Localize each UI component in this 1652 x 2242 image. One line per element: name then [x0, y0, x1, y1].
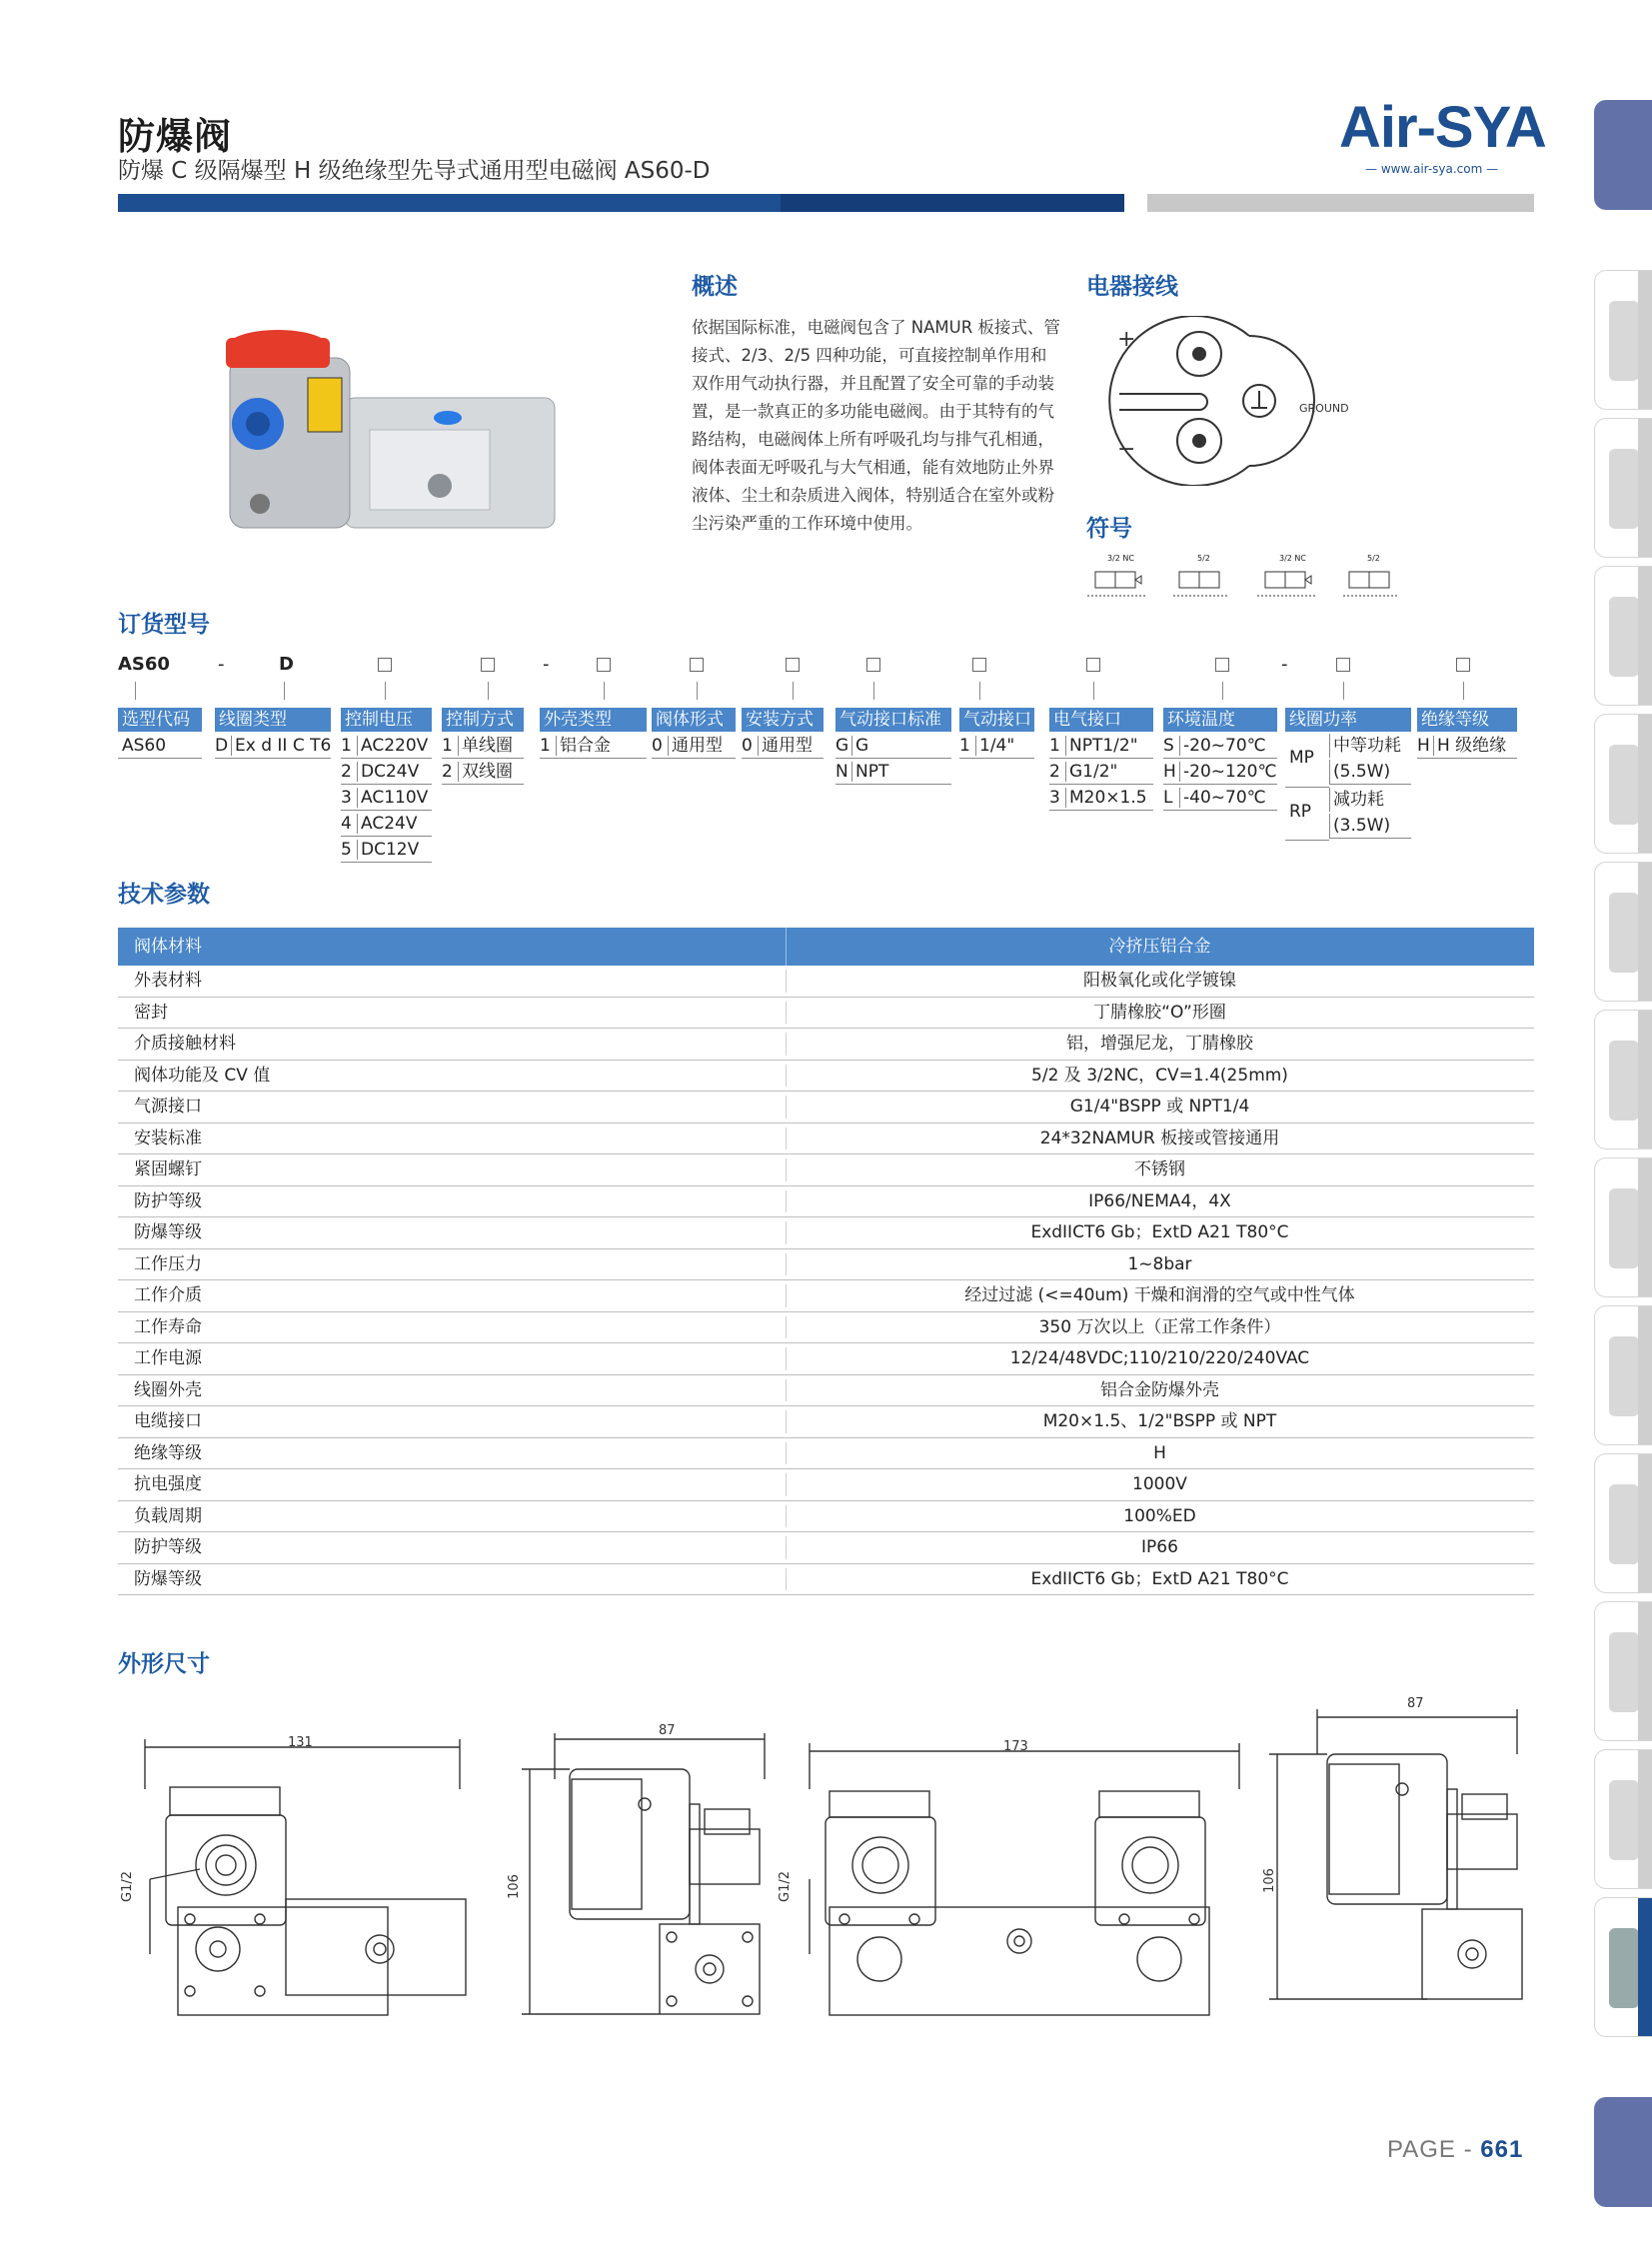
tech-table-row	[118, 1123, 1534, 1155]
tech-param-name: 绝缘等级	[134, 1442, 202, 1463]
order-cell: L -40~70℃	[1163, 786, 1277, 811]
wiring-diagram	[1099, 316, 1349, 486]
tech-param-value: 铝，增强尼龙，丁腈橡胶	[1066, 1034, 1253, 1054]
silencer-icon	[1609, 1780, 1639, 1860]
page-subtitle: 防爆 C 级隔爆型 H 级绝缘型先导式通用型电磁阀 AS60-D	[118, 158, 711, 184]
tech-param-value: 阳极氧化或化学镀镍	[1083, 971, 1236, 991]
code-prefix: AS60	[118, 654, 170, 675]
tech-table-row	[118, 1186, 1534, 1218]
order-cell: D Ex d II C T6	[215, 734, 331, 759]
order-cell: 减功耗	[1329, 788, 1411, 812]
order-cell: S -20~70℃	[1163, 734, 1277, 759]
order-cell: AS60	[118, 734, 202, 759]
side-tab-explosion-proof[interactable]	[1594, 1897, 1652, 2037]
side-tab-actuator[interactable]	[1594, 1010, 1652, 1149]
tech-table-row	[118, 1343, 1534, 1375]
tech-param-value: ExdIICT6 Gb；ExtD A21 T80°C	[1030, 1568, 1289, 1589]
order-cell: 1 1/4"	[959, 734, 1034, 759]
header-bar-dark	[781, 194, 1124, 212]
filter-icon	[1609, 301, 1639, 381]
dim-width-131: 131	[288, 1735, 313, 1750]
tech-param-name: 抗电强度	[134, 1474, 202, 1494]
tech-table-row	[118, 966, 1534, 998]
tech-param-name: 防护等级	[134, 1537, 202, 1557]
code-box-voltage	[378, 658, 392, 672]
tech-table-row	[118, 1406, 1534, 1438]
order-col-header: 气动接口标准	[835, 708, 951, 732]
side-tab-lubricator[interactable]	[1594, 418, 1652, 558]
tech-param-name: 工作介质	[134, 1285, 202, 1305]
order-col-header: 阀体形式	[652, 708, 736, 732]
side-tab-regulator[interactable]	[1594, 566, 1652, 706]
wiring-heading: 电器接线	[1086, 274, 1178, 300]
order-cell: 2 G1/2"	[1049, 760, 1153, 785]
symbols-heading: 符号	[1086, 516, 1132, 542]
power-code-mp: MP	[1289, 748, 1314, 768]
order-col-header: 环境温度	[1163, 708, 1277, 732]
tech-table-row	[118, 1438, 1534, 1470]
side-tab-cylinder[interactable]	[1594, 1305, 1652, 1445]
tech-table-row	[118, 1564, 1534, 1596]
tech-param-value: 24*32NAMUR 板接或管接通用	[1039, 1127, 1280, 1148]
order-cell: (3.5W)	[1329, 814, 1411, 839]
side-tab-fitting[interactable]	[1594, 1601, 1652, 1741]
tech-param-value: M20×1.5、1/2"BSPP 或 NPT	[1042, 1411, 1277, 1431]
tech-table	[118, 928, 1534, 1595]
solenoid-icon	[1609, 745, 1639, 825]
page-title: 防爆阀	[118, 115, 232, 158]
tech-param-name: 防爆等级	[134, 1568, 202, 1589]
tech-param-value: 350 万次以上（正常工作条件）	[1038, 1316, 1281, 1337]
tech-param-value: 12/24/48VDC;110/210/220/240VAC	[1009, 1348, 1310, 1368]
dimension-drawing-side	[510, 1729, 790, 2029]
tech-table-row	[118, 1029, 1534, 1061]
tech-table-row	[118, 998, 1534, 1030]
order-cell: 1 NPT1/2"	[1049, 734, 1153, 759]
order-col-header: 绝缘等级	[1417, 708, 1517, 732]
tech-param-name: 气源接口	[134, 1097, 202, 1117]
order-cell: 1 AC220V	[341, 734, 432, 759]
order-cell: 3 AC110V	[341, 786, 432, 811]
side-tab-solenoid[interactable]	[1594, 714, 1652, 854]
code-box-elec	[1086, 658, 1100, 672]
tech-table-row	[118, 1217, 1534, 1249]
svg-text:−: −	[1117, 437, 1136, 462]
header-bar	[118, 194, 781, 212]
brand-url: — www.air-sya.com —	[1365, 162, 1499, 176]
order-cell: G G	[835, 734, 951, 759]
order-col-header: 选型代码	[118, 708, 202, 732]
dim-height-106: 106	[506, 1874, 522, 1899]
regulator-icon	[1609, 597, 1639, 677]
code-dash-1: -	[218, 654, 225, 675]
valve-icon	[1609, 893, 1639, 973]
tech-param-value: G1/4"BSPP 或 NPT1/4	[1069, 1097, 1250, 1117]
tech-table-row	[118, 1469, 1534, 1501]
code-box-insulation	[1456, 658, 1470, 672]
order-cell: 0 通用型	[652, 734, 736, 759]
tech-param-name: 工作电源	[134, 1348, 202, 1368]
order-col-header: 控制方式	[442, 708, 524, 732]
dimension-drawing-front	[110, 1729, 470, 2029]
side-tab-pump[interactable]	[1594, 1157, 1652, 1297]
dimension-drawing-double	[770, 1729, 1249, 2029]
ground-label: GROUND	[1299, 402, 1349, 415]
tech-param-value: IP66	[1141, 1537, 1178, 1557]
valve-symbols: 3/2 NC 5/2 3/2 NC 5/2	[1087, 554, 1407, 604]
cylinder-icon	[1609, 1336, 1639, 1416]
order-cell: 2 双线圈	[442, 760, 524, 785]
side-tab-bracket[interactable]	[1594, 1453, 1652, 1593]
header-bar-gray	[1147, 194, 1534, 212]
tech-param-value: 经过过滤 (<=40um) 干燥和润滑的空气或中性气体	[964, 1285, 1355, 1305]
tech-table-row	[118, 1092, 1534, 1123]
order-cell: N NPT	[835, 760, 951, 785]
order-cell: H H 级绝缘	[1417, 734, 1517, 759]
code-box-housing	[597, 658, 611, 672]
tech-param-value: H	[1153, 1442, 1166, 1463]
svg-text:+: +	[1117, 327, 1136, 352]
code-dash-3: -	[1281, 654, 1288, 675]
tech-param-name: 介质接触材料	[134, 1034, 236, 1054]
order-col-header: 外壳类型	[540, 708, 647, 732]
tech-param-name: 工作寿命	[134, 1316, 202, 1337]
tech-param-name: 工作压力	[134, 1253, 202, 1274]
dim-width-87: 87	[659, 1723, 676, 1738]
tech-param-name: 线圈外壳	[134, 1379, 202, 1400]
tech-param-value: 铝合金防爆外壳	[1100, 1379, 1219, 1400]
tech-heading: 技术参数	[118, 882, 210, 908]
order-cell: (5.5W)	[1329, 760, 1411, 785]
dim-port-g12: G1/2	[120, 1871, 135, 1902]
side-tab-filter[interactable]	[1594, 270, 1652, 410]
brand-logo: Air-SYA	[1339, 95, 1546, 160]
code-dash-2: -	[543, 654, 550, 675]
code-box-temp	[1215, 658, 1229, 672]
tech-param-name: 负载周期	[134, 1505, 202, 1526]
tech-param-value: ExdIICT6 Gb；ExtD A21 T80°C	[1030, 1222, 1289, 1242]
tech-table-row	[118, 1154, 1534, 1186]
order-col-header: 控制电压	[341, 708, 432, 732]
bracket-icon	[1609, 1484, 1639, 1564]
tech-table-row	[118, 1532, 1534, 1564]
explosion-valve-icon	[1609, 1928, 1639, 2008]
order-col-header: 电气接口	[1049, 708, 1153, 732]
dimensions-heading: 外形尺寸	[118, 1651, 210, 1677]
tech-param-name: 防护等级	[134, 1190, 202, 1211]
order-cell: 1 单线圈	[442, 734, 524, 759]
actuator-icon	[1609, 1041, 1639, 1121]
tech-table-row	[118, 1061, 1534, 1093]
code-coil-type: D	[279, 654, 294, 675]
code-box-power	[1336, 658, 1350, 672]
tech-param-value: IP66/NEMA4，4X	[1088, 1190, 1231, 1211]
dim-height-106-double: 106	[1261, 1868, 1277, 1893]
order-col-header: 安装方式	[742, 708, 824, 732]
order-cell: 2 DC24V	[341, 760, 432, 785]
overview-text: 依据国际标准，电磁阀包含了 NAMUR 板接式、管接式、2/3、2/5 四种功能，可直接控制单作用和双作用气动执行器，并且配置了安全可靠的手动装置，是一款真正的多功能电磁阀。由于其特有的气路结构，电磁阀体上所有呼吸孔均与排气孔相通，阀体表面无呼吸孔与大气相通，能有效地防止外界液体、尘土和杂质进入阀体，特别适合在室外或粉尘污染严重的工作环境中使用。	[692, 318, 1060, 533]
order-cell: 3 M20×1.5	[1049, 786, 1153, 811]
code-box-port	[972, 658, 986, 672]
tech-param-value: 1000V	[1132, 1474, 1187, 1494]
tech-param-value: 冷挤压铝合金	[1108, 937, 1211, 957]
side-tab-silencer[interactable]	[1594, 1749, 1652, 1889]
tech-param-value: 1~8bar	[1127, 1253, 1192, 1274]
tech-param-name: 阀体材料	[134, 937, 202, 957]
dim-width-173: 173	[1003, 1739, 1028, 1754]
code-box-control	[481, 658, 495, 672]
order-cell: 4 AC24V	[341, 812, 432, 837]
dimension-drawing-side-double	[1257, 1699, 1537, 2009]
order-cell: 中等功耗	[1329, 734, 1411, 758]
order-col-header: 线圈类型	[215, 708, 331, 732]
tech-table-row	[118, 1312, 1534, 1344]
tech-table-row	[118, 1375, 1534, 1407]
tech-param-name: 阀体功能及 CV 值	[134, 1065, 271, 1086]
tech-table-row	[118, 1501, 1534, 1533]
power-code-rp: RP	[1289, 802, 1312, 822]
order-cell: 1 铝合金	[540, 734, 647, 759]
order-col-header: 气动接口	[959, 708, 1034, 732]
overview-heading: 概述	[692, 274, 738, 300]
tech-table-row	[118, 1280, 1534, 1312]
page-number: PAGE - 661	[1387, 2136, 1524, 2163]
lubricator-icon	[1609, 449, 1639, 529]
side-tab-bottom[interactable]	[1594, 2097, 1652, 2207]
tech-param-value: 丁腈橡胶“O”形圈	[1093, 1002, 1226, 1023]
side-tab-top[interactable]	[1594, 100, 1652, 210]
tech-param-name: 外表材料	[134, 971, 202, 991]
fitting-icon	[1609, 1632, 1639, 1712]
tech-param-name: 安装标准	[134, 1127, 202, 1148]
tech-table-row	[118, 1249, 1534, 1281]
dim-width-87-double: 87	[1407, 1696, 1424, 1711]
dim-port-g12-double: G1/2	[778, 1871, 793, 1902]
order-cell: 5 DC12V	[341, 838, 432, 863]
product-photo	[190, 318, 570, 558]
tech-table-header	[118, 928, 1534, 966]
tech-param-name: 紧固螺钉	[134, 1159, 202, 1179]
pump-icon	[1609, 1188, 1639, 1268]
order-cell: 0 通用型	[742, 734, 824, 759]
code-box-mount	[786, 658, 800, 672]
side-tab-valve[interactable]	[1594, 862, 1652, 1002]
tech-param-name: 防爆等级	[134, 1222, 202, 1242]
ordering-heading: 订货型号	[118, 612, 210, 638]
code-box-port-std	[866, 658, 880, 672]
tech-param-name: 电缆接口	[134, 1411, 202, 1431]
tech-param-value: 不锈钢	[1134, 1159, 1185, 1179]
order-col-header: 线圈功率	[1285, 708, 1411, 732]
tech-param-value: 100%ED	[1123, 1505, 1196, 1526]
code-box-body	[690, 658, 704, 672]
tech-param-value: 5/2 及 3/2NC，CV=1.4(25mm)	[1031, 1065, 1288, 1086]
order-cell: H -20~120℃	[1163, 760, 1277, 785]
tech-param-name: 密封	[134, 1002, 168, 1023]
